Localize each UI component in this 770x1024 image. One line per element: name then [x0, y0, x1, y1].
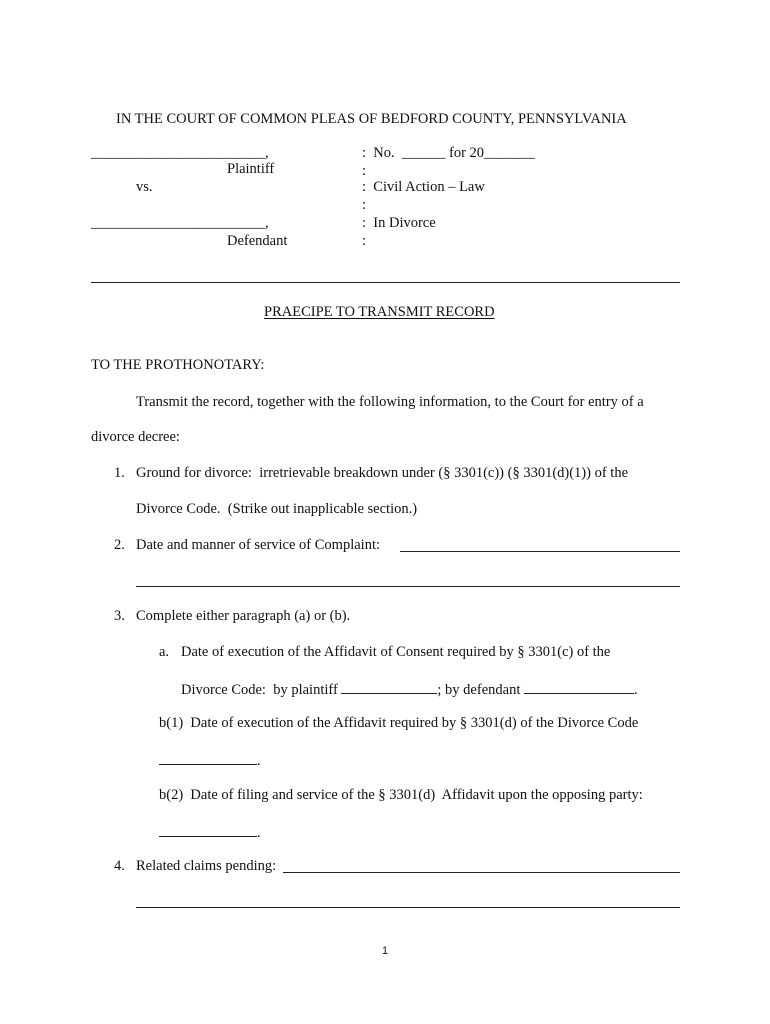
- paragraph-a-label: a.: [159, 644, 170, 660]
- court-title: IN THE COURT OF COMMON PLEAS OF BEDFORD COUNTY, PENNSYLVANIA: [116, 111, 627, 127]
- item-4-text: Related claims pending:: [136, 858, 277, 874]
- item-3-text: Complete either paragraph (a) or (b).: [136, 608, 351, 624]
- item-1-text: Divorce Code. (Strike out inapplicable section.): [136, 501, 418, 517]
- page-number: 1: [382, 945, 389, 957]
- defendant-consent-date-field[interactable]: [524, 681, 634, 694]
- period: .: [257, 753, 261, 769]
- paragraph-b1-text: b(1) Date of execution of the Affidavit required by § 3301(d) of the Divorce Code: [159, 715, 639, 731]
- item-number: 2.: [114, 537, 125, 553]
- by-plaintiff-label: Divorce Code: by plaintiff: [181, 682, 342, 698]
- item-2-text: Date and manner of service of Complaint:: [136, 537, 381, 553]
- affidavit-filing-date-field[interactable]: [159, 824, 257, 837]
- period: .: [633, 682, 638, 698]
- plaintiff-consent-date-field[interactable]: [341, 681, 437, 694]
- caption-colon: :: [362, 163, 367, 179]
- action-type-label: : Civil Action – Law: [362, 179, 485, 195]
- intro-line: divorce decree:: [91, 429, 180, 445]
- item-number: 1.: [114, 465, 125, 481]
- by-defendant-label: ; by defendant: [437, 682, 524, 698]
- item-1-text: Ground for divorce: irretrievable breakdown under (§ 3301(c)) (§ 3301(d)(1)) of the: [136, 465, 629, 481]
- item-number: 4.: [114, 858, 125, 874]
- paragraph-b2-text: b(2) Date of filing and service of the § 3301(d) Affidavit upon the opposing party:: [159, 787, 643, 803]
- paragraph-b1-date: [159, 752, 261, 769]
- versus-label: vs.: [136, 179, 153, 195]
- affidavit-execution-date-field[interactable]: [159, 752, 257, 765]
- caption-colon: :: [362, 233, 367, 249]
- service-manner-field[interactable]: [136, 586, 680, 587]
- plaintiff-name-field[interactable]: ________________________,: [91, 145, 269, 161]
- salutation: TO THE PROTHONOTARY:: [91, 357, 265, 373]
- paragraph-b2-date: [159, 824, 261, 841]
- document-heading: PRAECIPE TO TRANSMIT RECORD: [264, 304, 495, 320]
- paragraph-a-text: Date of execution of the Affidavit of Consent required by § 3301(c) of the: [181, 644, 611, 660]
- caption-colon: :: [362, 197, 367, 213]
- intro-line: Transmit the record, together with the following information, to the Court for entry of a: [136, 394, 644, 410]
- case-number-field[interactable]: : No. ______ for 20_______: [362, 145, 535, 161]
- related-claims-field[interactable]: [283, 872, 680, 873]
- period: .: [257, 825, 261, 841]
- in-divorce-label: : In Divorce: [362, 215, 436, 231]
- related-claims-field-continued[interactable]: [136, 907, 680, 908]
- paragraph-a-dates: [181, 681, 638, 698]
- defendant-label: Defendant: [227, 233, 288, 249]
- defendant-name-field[interactable]: ________________________,: [91, 215, 269, 231]
- caption-divider: [91, 282, 680, 283]
- service-date-field[interactable]: [400, 551, 680, 552]
- plaintiff-label: Plaintiff: [227, 161, 275, 177]
- item-number: 3.: [114, 608, 125, 624]
